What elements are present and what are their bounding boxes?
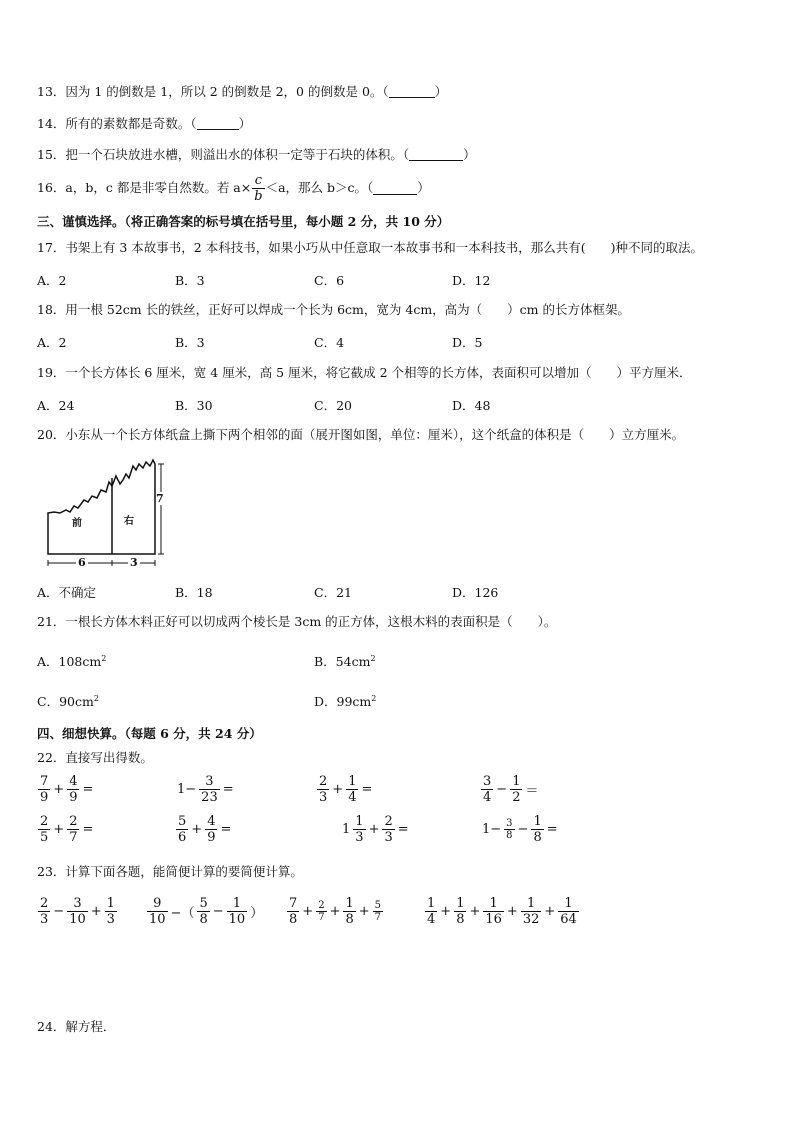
operator: 1−: [177, 782, 197, 797]
fraction: $\frac{2}{3}$: [40, 896, 49, 927]
question-21: 21．一根长方体木料正好可以切成两个棱长是 3cm 的正方体，这根木料的表面积是（ ）。: [37, 614, 557, 629]
operator: =: [361, 782, 373, 797]
fraction: $\frac{1}{2}$: [512, 774, 521, 805]
fraction: $\frac{3}{8}$: [506, 818, 513, 841]
operator: +: [302, 904, 314, 919]
option-c[interactable]: C．$90cm^2$: [37, 693, 99, 709]
question-18: 18．用一根 52cm 长的铁丝，正好可以焊成一个长为 6cm，宽为 4cm，高为（ ）cm 的长方体框架。: [37, 302, 631, 317]
fraction: $\frac{2}{5}$: [40, 814, 49, 845]
torn-net-outline: [48, 460, 155, 554]
operator: +: [53, 782, 65, 797]
answer-blank[interactable]: [197, 117, 239, 130]
option-c[interactable]: C．4: [314, 335, 345, 350]
fraction: $\frac{3}{23}$: [201, 774, 218, 805]
width-label-6: 6: [78, 556, 86, 569]
fraction: $\frac{1}{64}$: [560, 896, 577, 927]
operator: ＝: [525, 784, 539, 799]
calc-expression-4: [424, 896, 580, 927]
operator: −（: [170, 906, 195, 921]
operator: −: [496, 782, 508, 797]
expression-r2-2: [175, 814, 233, 845]
width-label-3: 3: [130, 556, 138, 569]
option-a[interactable]: A．2: [37, 273, 67, 288]
expression-r1-4: [480, 774, 540, 805]
operator: =: [546, 822, 558, 837]
fraction: $\frac{9}{10}$: [149, 896, 166, 927]
front-face-label: 前: [72, 518, 82, 529]
question-15: 15．把一个石块放进水槽，则溢出水的体积一定等于石块的体积。（ ）: [37, 147, 476, 162]
option-b[interactable]: B．3: [175, 273, 205, 288]
fraction: $\frac{7}{8}$: [289, 896, 298, 927]
fraction: $\frac{1}{4}$: [427, 896, 436, 927]
fraction: $\frac{4}{9}$: [69, 774, 78, 805]
question-16: 16．a，b，c 都是非零自然数。若 a× $\frac{c}{b}$ ＜a，那么 b＞c。（ ）: [37, 172, 430, 204]
height-label-7: 7: [156, 492, 164, 505]
option-b[interactable]: B．$54cm^2$: [314, 653, 376, 669]
operator: +: [191, 822, 203, 837]
fraction-c-over-b: $\frac{c}{b}$: [254, 172, 263, 204]
question-20: 20．小东从一个长方体纸盒上撕下两个相邻的面（展开图如图，单位：厘米），这个纸盒的体积是（ ）立方厘米。: [37, 427, 685, 442]
option-a[interactable]: A．$108cm^2$: [37, 653, 107, 669]
question-13: 13．因为 1 的倒数是 1，所以 2 的倒数是 2，0 的倒数是 0。（ ）: [37, 84, 448, 99]
fraction: $\frac{5}{8}$: [199, 896, 208, 927]
fraction: $\frac{1}{16}$: [485, 896, 502, 927]
option-a[interactable]: A．24: [37, 398, 75, 413]
option-d[interactable]: D．$99cm^2$: [314, 693, 377, 709]
option-b[interactable]: B．18: [175, 585, 213, 600]
option-c[interactable]: C．21: [314, 585, 352, 600]
operator: +: [368, 822, 380, 837]
question-23: 23．计算下面各题，能简便计算的要简便计算。: [37, 864, 303, 879]
question-17: 17．书架上有 3 本故事书，2 本科技书，如果小巧从中任意取一本故事书和一本科技书，那么共有( )种不同的取法。: [37, 240, 703, 255]
operator: +: [544, 904, 556, 919]
section-3-heading: 三、谨慎选择。（将正确答案的标号填在括号里，每小题 2 分，共 10 分）: [37, 214, 450, 229]
fraction: $\frac{2}{7}$: [69, 814, 78, 845]
fraction: $\frac{1}{8}$: [345, 896, 354, 927]
option-d[interactable]: D．126: [452, 585, 499, 600]
option-d[interactable]: D．48: [452, 398, 491, 413]
operator: +: [506, 904, 518, 919]
fraction: $\frac{1}{8}$: [456, 896, 465, 927]
operator: =: [220, 822, 232, 837]
fraction: $\frac{5}{7}$: [374, 900, 382, 923]
fraction: $\frac{1}{4}$: [348, 774, 357, 805]
option-c[interactable]: C．6: [314, 273, 345, 288]
expression-r1-3: [316, 774, 374, 805]
answer-blank[interactable]: [409, 148, 463, 161]
operator: +: [332, 782, 344, 797]
expression-r1-2: [175, 774, 236, 805]
fraction: $\frac{2}{7}$: [318, 900, 325, 923]
operator: =: [82, 822, 94, 837]
expression-r1-1: [37, 774, 95, 805]
fraction: $\frac{5}{6}$: [178, 814, 187, 845]
section-4-heading: 四、细想快算。（每题 6 分，共 24 分）: [37, 726, 262, 741]
operator: +: [90, 904, 102, 919]
fraction: $\frac{3}{10}$: [69, 896, 86, 927]
operator: +: [440, 904, 452, 919]
operator: −: [212, 904, 224, 919]
operator: +: [53, 822, 65, 837]
calc-expression-1: [37, 896, 118, 927]
calc-expression-3: [286, 896, 384, 927]
operator: +: [329, 904, 341, 919]
option-b[interactable]: B．30: [175, 398, 213, 413]
option-a[interactable]: A．不确定: [37, 585, 97, 600]
operator: +: [469, 904, 481, 919]
fraction: $\frac{3}{4}$: [483, 774, 492, 805]
operator: =: [397, 822, 409, 837]
fraction: $\frac{1}{32}$: [522, 896, 540, 927]
option-b[interactable]: B．3: [175, 335, 205, 350]
operator: =: [82, 782, 94, 797]
operator: ）: [250, 906, 264, 921]
calc-expression-2: [146, 896, 265, 927]
box-net-figure: [40, 456, 170, 576]
operator: 1−: [482, 822, 502, 837]
question-24: 24．解方程．: [37, 1019, 116, 1034]
option-c[interactable]: C．20: [314, 398, 352, 413]
operator: −: [517, 822, 529, 837]
operator: 1: [342, 822, 351, 837]
expression-r2-4: [480, 814, 560, 845]
fraction: $\frac{4}{9}$: [207, 814, 216, 845]
question-19: 19．一个长方体长 6 厘米，宽 4 厘米，高 5 厘米，将它截成 2 个相等的长方体，表面积可以增加（ ）平方厘米．: [37, 365, 692, 380]
option-a[interactable]: A．2: [37, 335, 67, 350]
fraction: $\frac{2}{3}$: [384, 814, 393, 845]
expression-r2-1: [37, 814, 95, 845]
right-face-label: 右: [124, 516, 134, 527]
fraction: $\frac{1}{8}$: [533, 814, 542, 845]
fraction: $\frac{1}{10}$: [228, 896, 246, 927]
answer-blank[interactable]: [389, 85, 435, 98]
answer-blank[interactable]: [373, 182, 417, 195]
fraction: $\frac{1}{3}$: [106, 896, 115, 927]
operator: −: [53, 904, 65, 919]
option-d[interactable]: D．5: [452, 335, 483, 350]
operator: +: [358, 904, 370, 919]
fraction: $\frac{7}{9}$: [40, 774, 49, 805]
fraction: $\frac{1}{3}$: [355, 814, 364, 845]
fraction: $\frac{2}{3}$: [319, 774, 328, 805]
option-d[interactable]: D．12: [452, 273, 491, 288]
expression-r2-3: [340, 814, 411, 845]
operator: =: [222, 782, 234, 797]
question-14: 14．所有的素数都是奇数。（ ）: [37, 116, 252, 131]
question-22: 22．直接写出得数。: [37, 750, 153, 765]
